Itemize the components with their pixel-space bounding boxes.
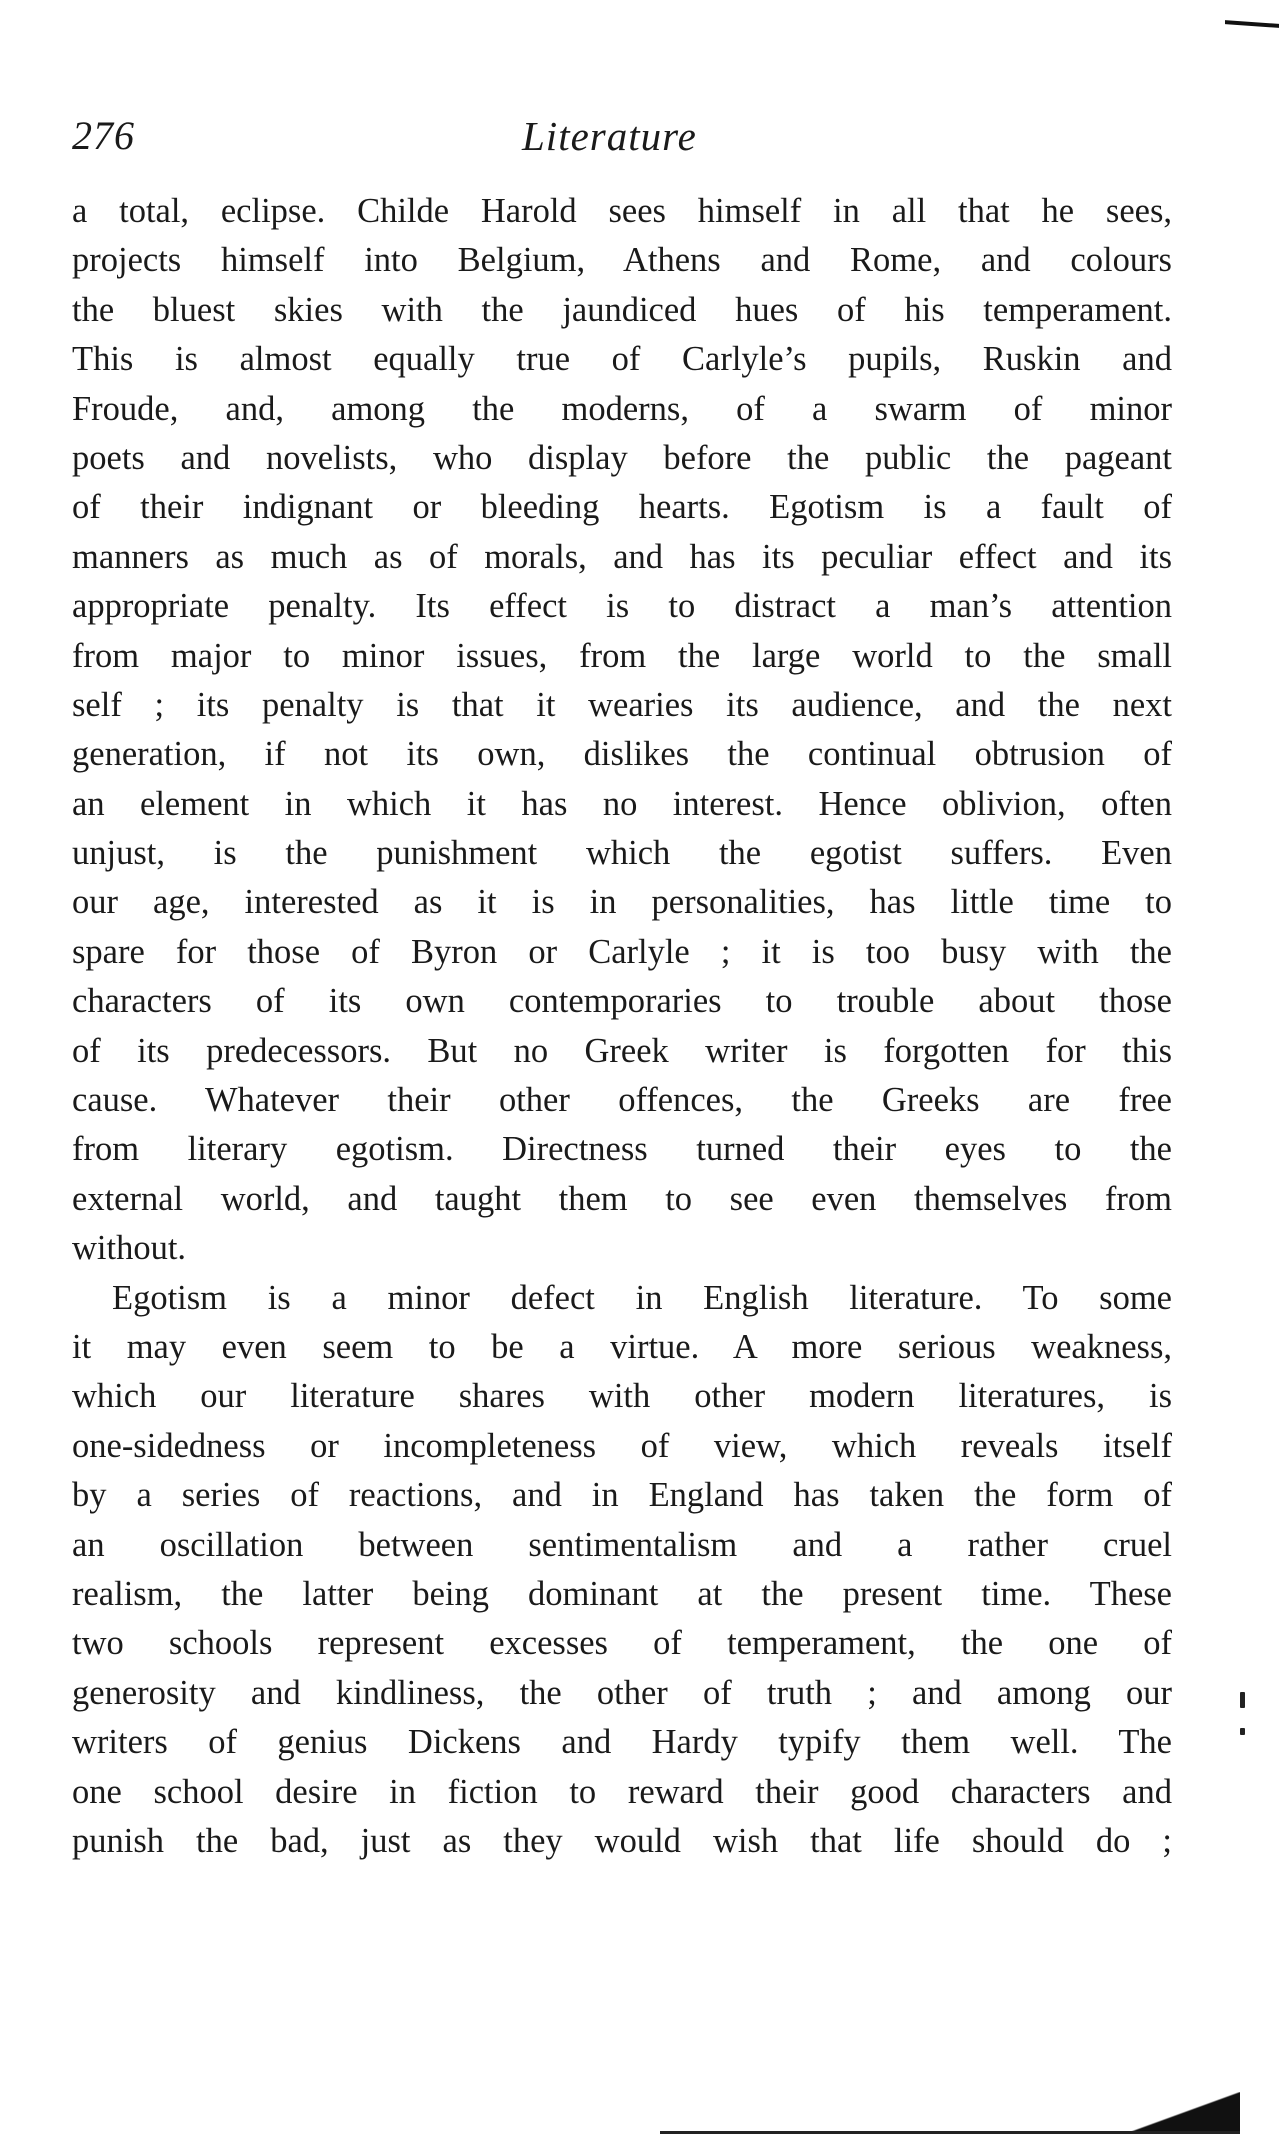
body-text — [72, 187, 1172, 1866]
text-line: manners as much as of morals, and has its peculiar effect and its — [72, 537, 1172, 576]
text-line: punish the bad, just as they would wish that life should do ; — [72, 1821, 1172, 1860]
text-line: realism, the latter being dominant at the present time. These — [72, 1574, 1172, 1613]
scan-edge-mark — [1130, 2092, 1240, 2132]
text-line: a total, eclipse. Childe Harold sees himself in all that he sees, — [72, 192, 1172, 230]
text-line: an oscillation between sentimentalism and a rather cruel — [72, 1525, 1172, 1564]
text-line: from major to minor issues, from the large world to the small — [72, 636, 1172, 675]
scan-edge-rule — [660, 2131, 1240, 2134]
text-line: poets and novelists, who display before the public the pageant — [72, 438, 1172, 477]
text-line: characters of its own contemporaries to trouble about those — [72, 982, 1172, 1021]
margin-mark — [1240, 1728, 1245, 1735]
text-line: generation, if not its own, dislikes the continual obtrusion of — [72, 735, 1172, 774]
text-line: appropriate penalty. Its effect is to distract a man’s attention — [72, 587, 1172, 626]
text-line: unjust, is the punishment which the egotist suffers. Even — [72, 834, 1172, 873]
text-line: external world, and taught them to see even themselves from — [72, 1179, 1172, 1218]
text-line: spare for those of Byron or Carlyle ; it is too busy with the — [72, 932, 1172, 971]
page-header — [72, 112, 1172, 172]
text-line: by a series of reactions, and in England has taken the form of — [72, 1476, 1172, 1515]
text-line: generosity and kindliness, the other of truth ; and among our — [72, 1673, 1172, 1712]
page-number: 276 — [72, 113, 135, 158]
text-line: one school desire in fiction to reward their good characters and — [72, 1772, 1172, 1811]
text-line: the bluest skies with the jaundiced hues of his temperament. — [72, 290, 1172, 329]
text-line: writers of genius Dickens and Hardy typify them well. The — [72, 1723, 1172, 1762]
text-line: from literary egotism. Directness turned their eyes to the — [72, 1130, 1172, 1169]
text-line: one-sidedness or incompleteness of view, which reveals itself — [72, 1426, 1172, 1465]
text-line: our age, interested as it is in personalities, has little time to — [72, 883, 1172, 922]
text-line: Froude, and, among the moderns, of a swarm of minor — [72, 389, 1172, 428]
text-line: cause. Whatever their other offences, the Greeks are free — [72, 1081, 1172, 1120]
text-line: self ; its penalty is that it wearies its audience, and the next — [72, 685, 1172, 724]
scan-edge-mark — [1225, 20, 1279, 28]
text-line: an element in which it has no interest. Hence oblivion, often — [72, 784, 1172, 823]
text-line: it may even seem to be a virtue. A more serious weakness, — [72, 1327, 1172, 1366]
text-line: projects himself into Belgium, Athens and Rome, and colours — [72, 241, 1172, 280]
text-line: This is almost equally true of Carlyle’s pupils, Ruskin and — [72, 340, 1172, 379]
margin-mark — [1240, 1692, 1245, 1708]
text-line: which our literature shares with other modern literatures, is — [72, 1377, 1172, 1416]
running-title: Literature — [522, 113, 697, 159]
text-line: without. — [72, 1229, 187, 1268]
text-line: of its predecessors. But no Greek writer is forgotten for this — [72, 1031, 1172, 1070]
text-line: Egotism is a minor defect in English literature. To some — [112, 1278, 1172, 1317]
text-line: two schools represent excesses of temperament, the one of — [72, 1624, 1172, 1663]
text-line: of their indignant or bleeding hearts. Egotism is a fault of — [72, 488, 1172, 527]
